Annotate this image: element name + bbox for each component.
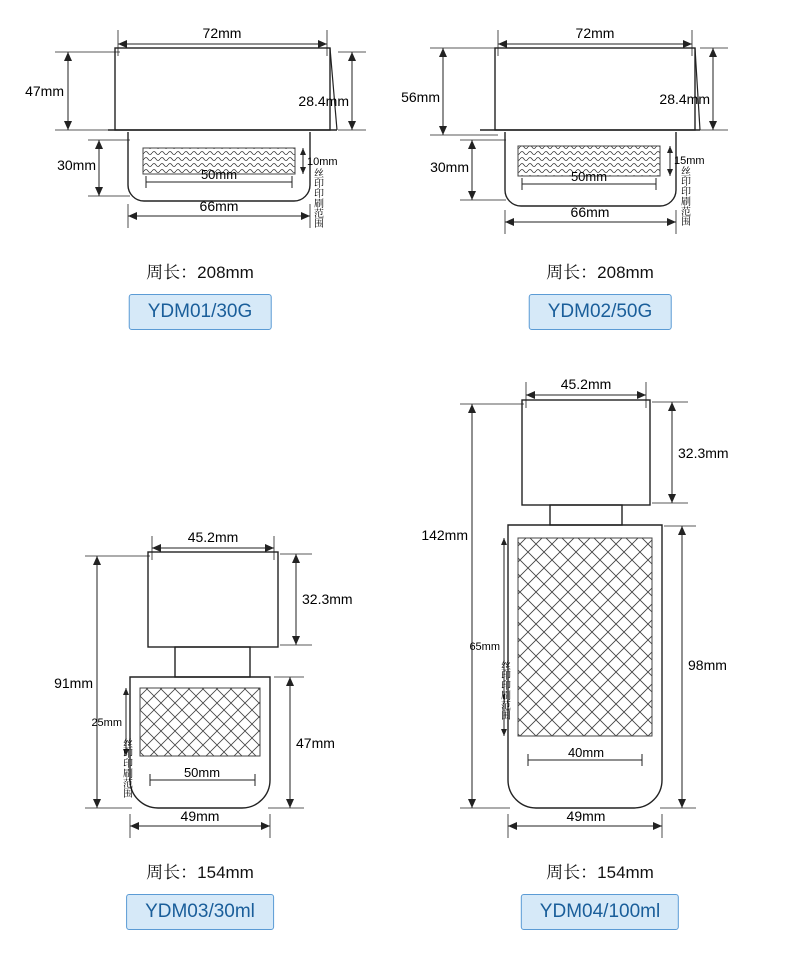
circumference-label: 周长：208mm [146,263,254,282]
diagram-ydm03 [0,360,400,954]
print-area [518,538,652,736]
dim-left-body: 30mm [57,157,96,173]
dim-right-cap: 28.4mm [659,91,710,107]
cap-outline [115,48,330,130]
dim-print-height: 15mm [674,155,705,167]
dim-print-width: 40mm [567,745,605,760]
dim-bottom-width: 66mm [570,204,610,220]
cap-outline [522,400,650,505]
print-range-label: 丝印印刷范围 [678,166,690,226]
dim-print-width: 50mm [200,167,238,182]
dim-top-width: 45.2mm [560,376,612,392]
diagram-ydm01 [0,0,400,360]
dim-right-body: 47mm [296,735,335,751]
circumference-label: 周长：154mm [546,863,654,882]
dim-right-body: 98mm [688,657,727,673]
cap-outline [495,48,695,130]
dim-right-cap: 28.4mm [298,93,349,109]
dim-left-total: 91mm [54,675,93,691]
dim-bottom-width: 49mm [180,808,220,824]
dim-left-body: 30mm [430,159,469,175]
dim-left-total: 56mm [401,89,440,105]
dim-cap-height: 32.3mm [302,591,353,607]
dim-print-width: 50mm [570,169,608,184]
neck-outline [550,505,622,525]
dim-print-width: 50mm [183,765,221,780]
print-range-label: 丝印印刷范围 [120,738,132,798]
dim-left-total: 142mm [421,527,468,543]
print-range-label: 丝印印刷范围 [498,660,510,720]
neck-outline [175,647,250,677]
cap-outline [148,552,278,647]
dim-top-width: 72mm [202,25,242,41]
dim-left-total: 47mm [25,83,64,99]
product-code-badge[interactable]: YDM04/100ml [521,894,679,930]
dim-print-height: 25mm [91,717,122,729]
diagram-ydm04 [400,360,800,954]
diagram-ydm02 [400,0,800,360]
dim-bottom-width: 66mm [199,198,239,214]
dim-bottom-width: 49mm [566,808,606,824]
dim-print-height: 65mm [469,641,500,653]
dim-cap-height: 32.3mm [678,445,729,461]
circumference-label: 周长：208mm [546,263,654,282]
dim-top-width: 45.2mm [187,529,239,545]
dim-top-width: 72mm [575,25,615,41]
product-code-badge[interactable]: YDM03/30ml [126,894,274,930]
product-code-badge[interactable]: YDM01/30G [129,294,272,330]
print-range-label: 丝印印刷范围 [311,168,323,228]
circumference-label: 周长：154mm [146,863,254,882]
dim-print-height: 10mm [307,156,338,168]
print-area [140,688,260,756]
product-code-badge[interactable]: YDM02/50G [529,294,672,330]
